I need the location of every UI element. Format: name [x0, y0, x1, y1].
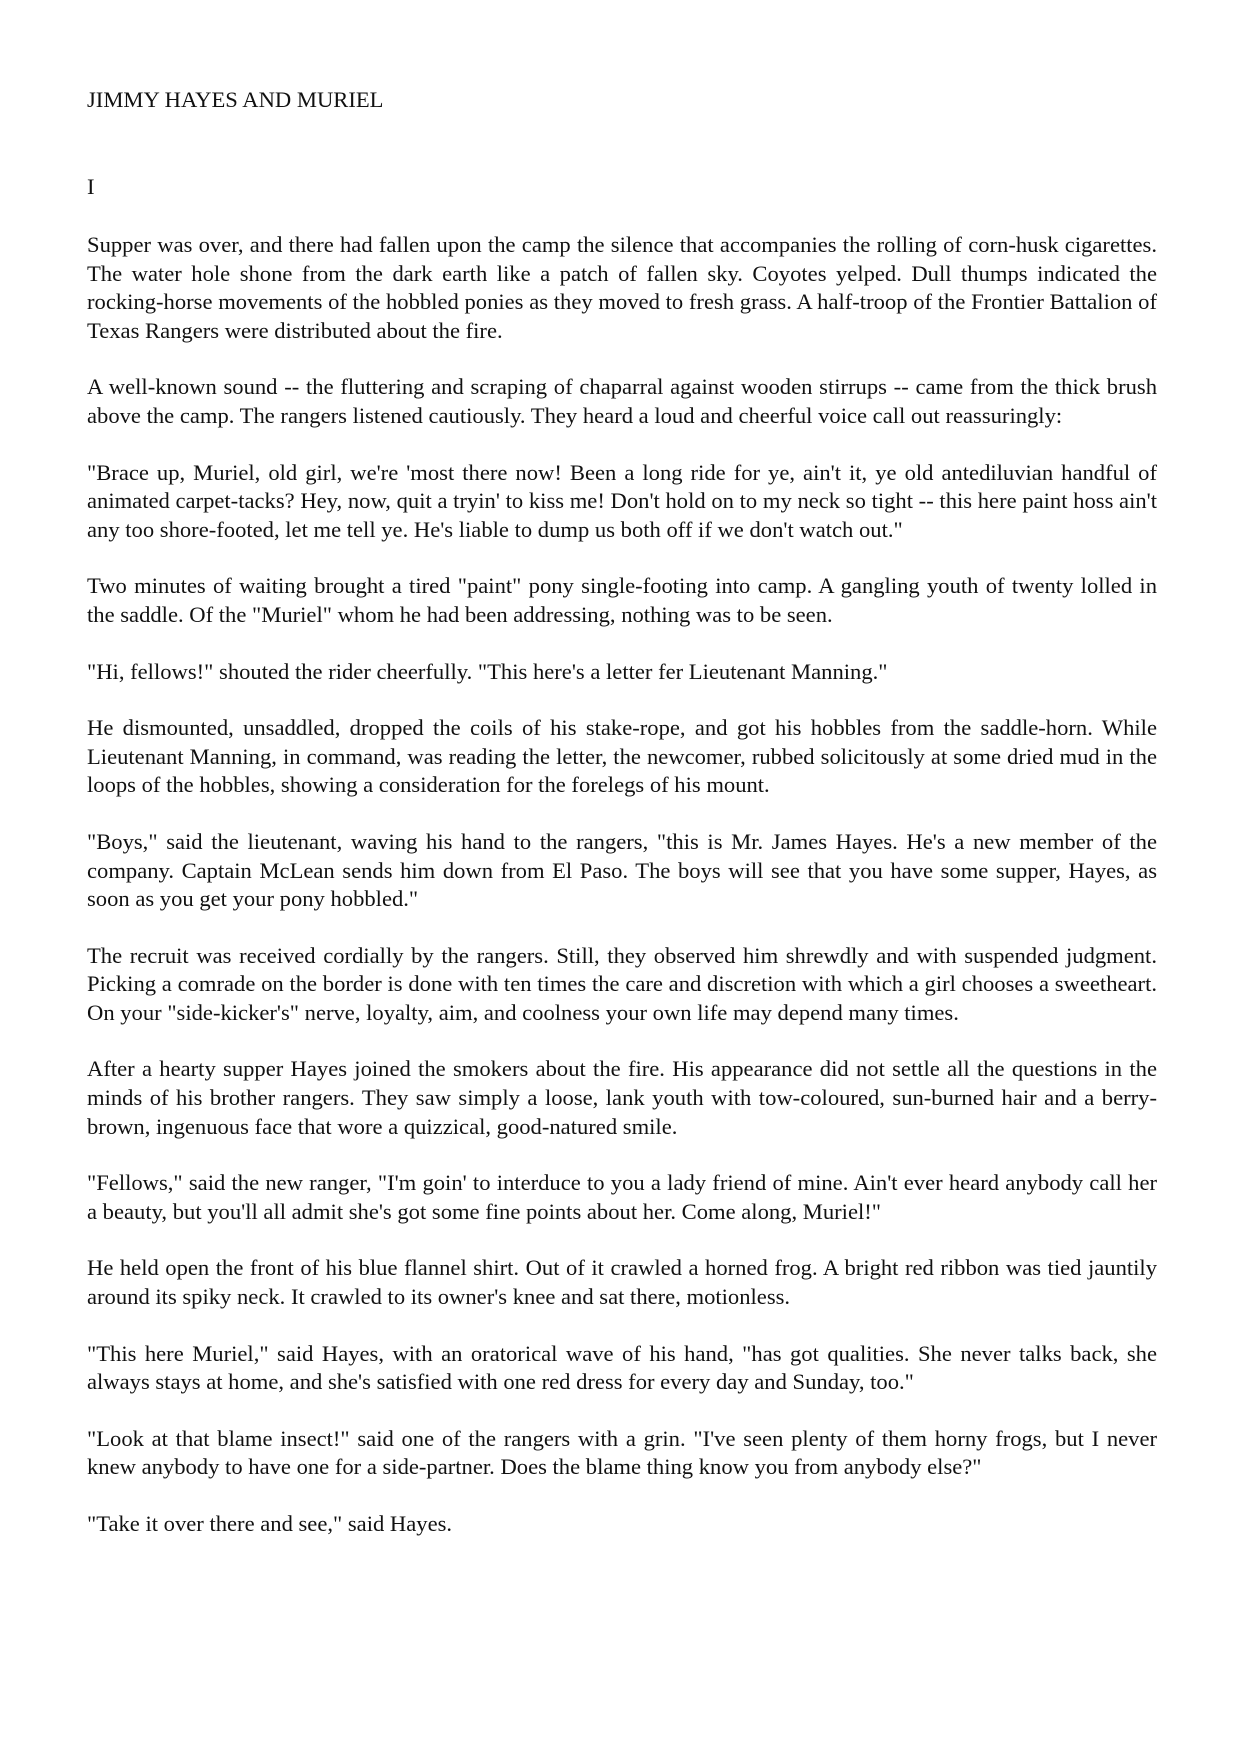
- paragraph: "Boys," said the lieutenant, waving his hand to the rangers, "this is Mr. James Hayes. He's a new member of the company. Captain McLean sends him down from El Paso. The boys will see that you have some supper, Hayes, as soon as you get your pony hobbled.": [87, 828, 1157, 912]
- paragraph: "Fellows," said the new ranger, "I'm goin' to interduce to you a lady friend of mine. Ain't ever heard anybody call her a beauty, but you'll all admit she's got some fine points about her. Come along, Muriel!": [87, 1170, 1157, 1224]
- paragraph: Two minutes of waiting brought a tired "paint" pony single-footing into camp. A gangling youth of twenty lolled in the saddle. Of the "Muriel" whom he had been addressing, nothing was to be seen.: [87, 573, 1157, 627]
- paragraph: After a hearty supper Hayes joined the smokers about the fire. His appearance did not settle all the questions in the minds of his brother rangers. They saw simply a loose, lank youth with tow-coloured, sun-burned hair and a berry-brown, ingenuous face that wore a quizzical, good-natured smile.: [87, 1056, 1157, 1139]
- story-body: [87, 231, 1157, 1567]
- paragraph: "Look at that blame insect!" said one of the rangers with a grin. "I've seen plenty of them horny frogs, but I never knew anybody to have one for a side-partner. Does the blame thing know you from anybody else?": [87, 1425, 1157, 1480]
- section-heading: I: [87, 174, 95, 199]
- paragraph: "Take it over there and see," said Hayes.: [87, 1511, 453, 1536]
- paragraph: He held open the front of his blue flannel shirt. Out of it crawled a horned frog. A bright red ribbon was tied jauntily around its spiky neck. It crawled to its owner's knee and sat there, motionless.: [87, 1255, 1157, 1310]
- paragraph: The recruit was received cordially by the rangers. Still, they observed him shrewdly and with suspended judgment. Picking a comrade on the border is done with ten times the care and discretion with which a girl chooses a sweetheart. On your "side-kicker's" nerve, loyalty, aim, and coolness your own life may depend many times.: [87, 942, 1157, 1025]
- paragraph: "Hi, fellows!" shouted the rider cheerfully. "This here's a letter fer Lieutenant Manning.": [87, 658, 888, 684]
- paragraph: "This here Muriel," said Hayes, with an oratorical wave of his hand, "has got qualities. She never talks back, she always stays at home, and she's satisfied with one red dress for every day and Sunday, too.": [87, 1340, 1157, 1395]
- paragraph: "Brace up, Muriel, old girl, we're 'most there now! Been a long ride for ye, ain't it, ye old antediluvian handful of animated carpet-tacks? Hey, now, quit a tryin' to kiss me! Don't hold on to my neck so tight -- this here paint hoss ain't any too shore-footed, let me tell ye. He's liable to dump us both off if we don't watch out.": [87, 459, 1157, 542]
- paragraph: A well-known sound -- the fluttering and scraping of chaparral against wooden stirrups -- came from the thick brush above the camp. The rangers listened cautiously. They heard a loud and cheerful voice call out reassuringly:: [87, 374, 1157, 428]
- paragraph: He dismounted, unsaddled, dropped the coils of his stake-rope, and got his hobbles from the saddle-horn. While Lieutenant Manning, in command, was reading the letter, the newcomer, rubbed solicitously at some dried mud in the loops of the hobbles, showing a consideration for the forelegs of his mount.: [87, 715, 1157, 798]
- paragraph: Supper was over, and there had fallen upon the camp the silence that accompanies the rolling of corn-husk cigarettes. The water hole shone from the dark earth like a patch of fallen sky. Coyotes yelped. Dull thumps indicated the rocking-horse movements of the hobbled ponies as they moved to fresh grass. A half-troop of the Frontier Battalion of Texas Rangers were distributed about the fire.: [87, 232, 1157, 343]
- story-title: JIMMY HAYES AND MURIEL: [87, 87, 384, 112]
